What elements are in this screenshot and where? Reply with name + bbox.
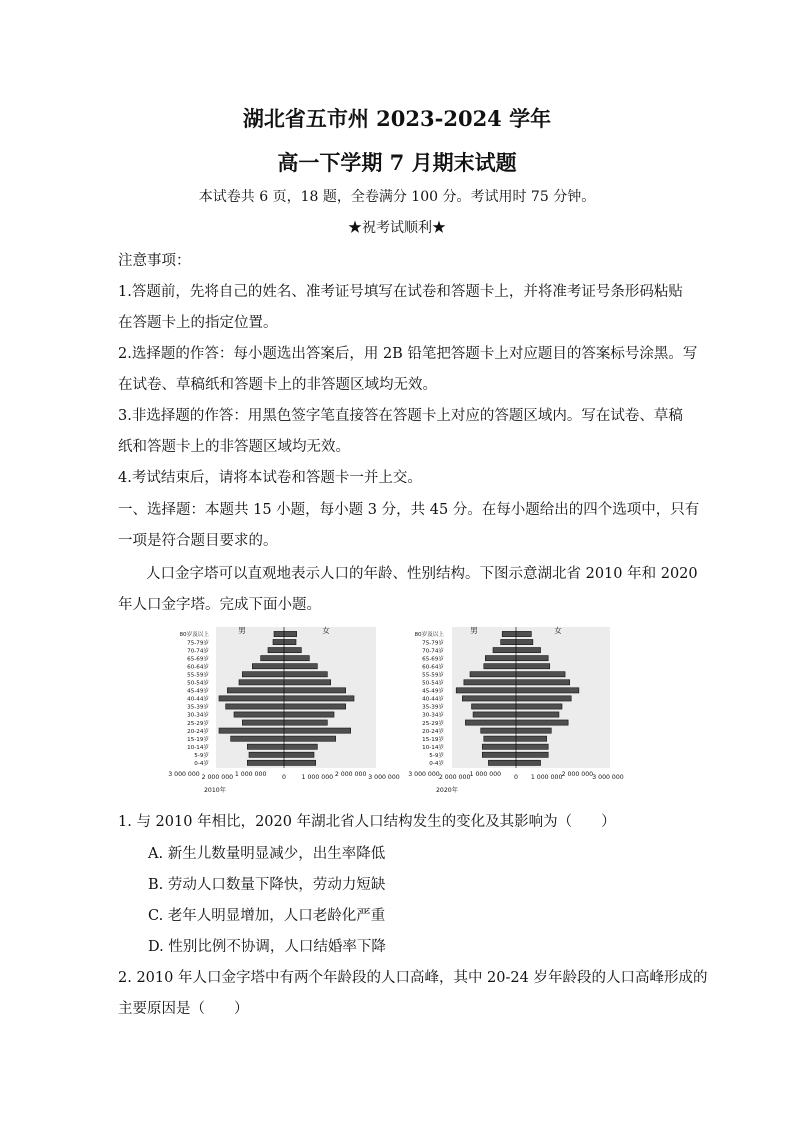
male-bar <box>464 680 516 685</box>
male-bar <box>485 656 516 661</box>
age-group-label: 25-29岁 <box>187 720 209 727</box>
female-bar <box>284 744 317 749</box>
age-group-label: 75-79岁 <box>187 640 209 647</box>
male-bar <box>274 631 284 636</box>
male-bar <box>242 672 284 677</box>
age-group-label: 15-19岁 <box>187 736 209 743</box>
age-group-label: 20-24岁 <box>422 728 444 735</box>
male-bar <box>247 744 284 749</box>
age-group-label: 55-59岁 <box>422 672 444 679</box>
age-group-label: 65-69岁 <box>422 656 444 663</box>
male-bar <box>472 704 516 709</box>
section-heading: 一、选择题：本题共 15 小题，每小题 3 分，共 45 分。在每小题给出的四个选项中，只有 <box>118 502 700 518</box>
question-1-option-c: C. 老年人明显增加，人口老龄化严重 <box>148 908 386 924</box>
female-bar <box>284 688 346 693</box>
female-bar <box>284 736 336 741</box>
male-bar <box>482 744 516 749</box>
age-group-label: 0-4岁 <box>194 761 209 768</box>
x-tick-label: 3 000 000 <box>168 770 200 778</box>
population-pyramid-2020 <box>402 623 622 798</box>
note-line: 纸和答题卡上的非答题区域均无效。 <box>118 439 350 455</box>
age-group-label: 50-54岁 <box>187 680 209 687</box>
male-bar <box>234 712 284 717</box>
female-bar <box>516 680 570 685</box>
male-bar <box>231 736 284 741</box>
x-tick-label: 3 000 000 <box>408 770 440 778</box>
x-tick-label: 2 000 000 <box>201 773 234 781</box>
note-line: 3.非选择题的作答：用黑色签字笔直接答在答题卡上对应的答题区域内。写在试卷、草稿 <box>118 408 683 424</box>
notes-heading: 注意事项： <box>118 253 191 269</box>
x-tick-label: 3 000 000 <box>592 773 624 781</box>
age-group-label: 80岁及以上 <box>414 632 444 639</box>
male-bar <box>502 631 516 636</box>
age-group-label: 70-74岁 <box>422 648 444 655</box>
question-1-option-d: D. 性别比例不协调，人口结婚率下降 <box>148 939 386 955</box>
female-bar <box>516 664 550 669</box>
male-bar <box>465 720 516 725</box>
x-tick-label: 3 000 000 <box>368 773 400 781</box>
female-bar <box>284 728 351 733</box>
x-tick-label: 2 000 000 <box>334 770 367 778</box>
note-line: 在试卷、草稿纸和答题卡上的非答题区域均无效。 <box>118 377 437 393</box>
intro-text: 人口金字塔可以直观地表示人口的年龄、性别结构。下图示意湖北省 2010 年和 2020 <box>146 566 698 582</box>
blessing-text: ★祝考试顺利★ <box>348 220 446 236</box>
x-tick-label: 2 000 000 <box>438 773 471 781</box>
female-label: 女 <box>554 626 562 635</box>
female-bar <box>516 736 547 741</box>
x-tick-label: 0 <box>514 773 518 781</box>
note-line: 1.答题前，先将自己的姓名、准考证号填写在试卷和答题卡上，并将准考证号条形码粘贴 <box>118 284 683 300</box>
male-bar <box>268 648 284 653</box>
female-bar <box>516 648 541 653</box>
male-bar <box>501 639 516 644</box>
male-bar <box>239 680 284 685</box>
female-bar <box>516 656 548 661</box>
female-bar <box>516 688 579 693</box>
male-bar <box>482 752 516 757</box>
x-tick-label: 0 <box>282 773 286 781</box>
age-group-label: 10-14岁 <box>187 744 209 751</box>
chart-caption: 2010年 <box>204 786 226 794</box>
note-line: 在答题卡上的指定位置。 <box>118 315 278 331</box>
exam-info: 本试卷共 6 页，18 题，全卷满分 100 分。考试用时 75 分钟。 <box>198 189 596 205</box>
question-1-option-a: A. 新生儿数量明显减少，出生率降低 <box>148 846 386 862</box>
x-tick-label: 1 000 000 <box>234 770 267 778</box>
chart-caption: 2020年 <box>436 786 458 794</box>
question-2-stem-cont: 主要原因是（ ） <box>118 1001 249 1017</box>
male-bar <box>493 648 516 653</box>
age-group-label: 35-39岁 <box>422 704 444 711</box>
x-tick-label: 1 000 000 <box>530 773 563 781</box>
female-bar <box>516 631 531 636</box>
male-bar <box>227 688 284 693</box>
title-line-2: 高一下学期 7 月期末试题 <box>277 150 517 175</box>
female-label: 女 <box>322 626 330 635</box>
male-bar <box>219 696 284 701</box>
male-bar <box>261 656 284 661</box>
female-bar <box>284 720 327 725</box>
age-group-label: 75-79岁 <box>422 640 444 647</box>
age-group-label: 25-29岁 <box>422 720 444 727</box>
age-group-label: 5-9岁 <box>429 752 444 759</box>
female-bar <box>516 760 541 765</box>
x-tick-label: 1 000 000 <box>301 773 334 781</box>
female-bar <box>284 696 354 701</box>
age-group-label: 70-74岁 <box>187 648 209 655</box>
age-group-label: 65-69岁 <box>187 656 209 663</box>
male-bar <box>462 696 516 701</box>
age-group-label: 60-64岁 <box>187 664 209 671</box>
female-bar <box>516 720 568 725</box>
male-bar <box>484 664 516 669</box>
female-bar <box>284 631 297 636</box>
female-bar <box>516 672 565 677</box>
female-bar <box>284 752 314 757</box>
female-bar <box>284 664 317 669</box>
note-line: 2.选择题的作答：每小题选出答案后，用 2B 铅笔把答题卡上对应题目的答案标号涂黑。写 <box>118 346 698 362</box>
age-group-label: 55-59岁 <box>187 672 209 679</box>
question-2-stem: 2. 2010 年人口金字塔中有两个年龄段的人口高峰，其中 20-24 岁年龄段的人口高峰形成的 <box>118 970 708 986</box>
age-group-label: 60-64岁 <box>422 664 444 671</box>
question-1-stem: 1. 与 2010 年相比，2020 年湖北省人口结构发生的变化及其影响为（ ） <box>118 814 616 830</box>
x-tick-label: 2 000 000 <box>561 770 594 778</box>
female-bar <box>516 728 551 733</box>
female-bar <box>516 696 571 701</box>
male-label: 男 <box>238 626 246 635</box>
female-bar <box>284 760 316 765</box>
age-group-label: 20-24岁 <box>187 728 209 735</box>
female-bar <box>516 639 533 644</box>
male-bar <box>242 720 284 725</box>
x-tick-label: 1 000 000 <box>469 770 502 778</box>
female-bar <box>516 704 562 709</box>
note-line: 4.考试结束后，请将本试卷和答题卡一并上交。 <box>118 470 422 486</box>
female-bar <box>284 680 331 685</box>
male-bar <box>273 639 284 644</box>
title-line-1: 湖北省五市州 2023-2024 学年 <box>242 106 552 131</box>
intro-text-cont: 年人口金字塔。完成下面小题。 <box>118 597 321 613</box>
male-bar <box>473 712 516 717</box>
female-bar <box>516 744 548 749</box>
male-bar <box>488 760 516 765</box>
age-group-label: 0-4岁 <box>429 761 444 768</box>
male-bar <box>219 728 284 733</box>
male-bar <box>252 664 284 669</box>
female-bar <box>284 648 301 653</box>
age-group-label: 15-19岁 <box>422 736 444 743</box>
question-1-option-b: B. 劳动人口数量下降快，劳动力短缺 <box>148 877 386 893</box>
section-heading-cont: 一项是符合题目要求的。 <box>118 533 278 549</box>
age-group-label: 45-49岁 <box>187 688 209 695</box>
age-group-label: 30-34岁 <box>187 712 209 719</box>
male-bar <box>247 760 284 765</box>
male-bar <box>470 672 516 677</box>
age-group-label: 45-49岁 <box>422 688 444 695</box>
male-bar <box>456 688 516 693</box>
age-group-label: 10-14岁 <box>422 744 444 751</box>
female-bar <box>516 712 559 717</box>
male-label: 男 <box>470 626 478 635</box>
population-pyramid-2010 <box>168 623 400 798</box>
age-group-label: 80岁及以上 <box>179 632 209 639</box>
age-group-label: 30-34岁 <box>422 712 444 719</box>
male-bar <box>249 752 284 757</box>
female-bar <box>284 712 334 717</box>
female-bar <box>284 656 309 661</box>
age-group-label: 40-44岁 <box>187 696 209 703</box>
female-bar <box>284 704 346 709</box>
female-bar <box>284 672 327 677</box>
male-bar <box>226 704 284 709</box>
age-group-label: 5-9岁 <box>194 752 209 759</box>
age-group-label: 40-44岁 <box>422 696 444 703</box>
age-group-label: 50-54岁 <box>422 680 444 687</box>
male-bar <box>484 736 516 741</box>
age-group-label: 35-39岁 <box>187 704 209 711</box>
female-bar <box>516 752 548 757</box>
male-bar <box>481 728 516 733</box>
female-bar <box>284 639 296 644</box>
